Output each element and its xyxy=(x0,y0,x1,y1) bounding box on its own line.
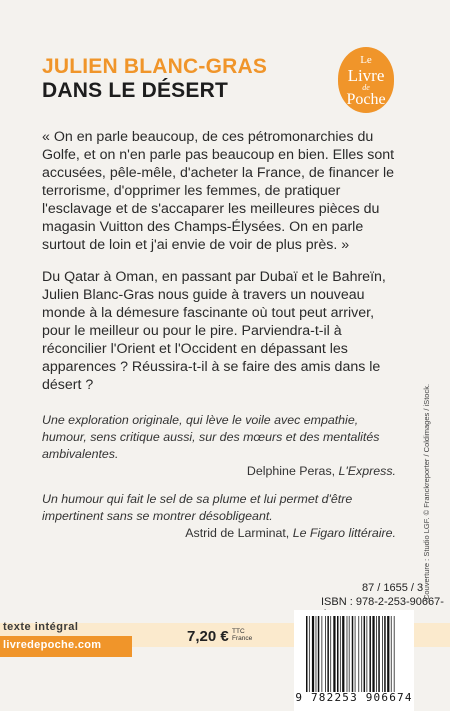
barcode-bar xyxy=(349,616,350,692)
barcode-bar xyxy=(318,616,320,692)
barcode-bar xyxy=(352,616,354,692)
barcode-bar xyxy=(355,616,356,692)
barcode-bar xyxy=(316,616,317,692)
barcode-bar xyxy=(391,616,392,692)
review-text: Un humour qui fait le sel de sa plume et lui permet d'être impertinent sans se montrer désobligeant. xyxy=(42,492,353,523)
barcode-bar xyxy=(387,616,389,692)
review-1 xyxy=(42,412,402,480)
review-text: Une exploration originale, qui lève le voile avec empathie, humour, sens critique aussi, sur des mœurs et des mentalités ambivalentes. xyxy=(42,413,380,461)
barcode-bar xyxy=(364,616,366,692)
barcode-bar xyxy=(340,616,341,692)
barcode-bar xyxy=(312,616,314,692)
barcode-bar xyxy=(376,616,377,692)
barcode-bar xyxy=(394,616,395,692)
reviewer-name: Astrid de Larminat, xyxy=(185,526,293,540)
book-title: DANS LE DÉSERT xyxy=(42,79,228,102)
barcode-bar xyxy=(330,616,331,692)
barcode-bar xyxy=(322,616,323,692)
logo-line-poche: Poche xyxy=(346,91,386,108)
logo-line-livre: Livre xyxy=(347,66,385,85)
book-summary: Du Qatar à Oman, en passant par Dubaï et le Bahreïn, Julien Blanc-Gras nous guide à travers un nouveau monde à la démesure fascinante où tout peut arriver, pour le meilleur ou pour le pire. Parviendra-t-il à réconcilier l'Orient et l'Occident en dépassant les apparences ? Réussira-t-il à se faire des amis dans le désert ? xyxy=(42,269,386,393)
catalog-code: 87 / 1655 / 3 xyxy=(362,582,424,594)
cover-credit: Couverture : Studio LGF. © Franckreporter / Coldimages / iStock. xyxy=(422,383,431,600)
barcode-bar xyxy=(337,616,339,692)
barcode-bar xyxy=(309,616,310,692)
isbn: ISBN : 978-2-253-90667- xyxy=(321,596,444,608)
logo-line-le: Le xyxy=(360,54,372,66)
barcode-bar xyxy=(367,616,368,692)
author-quote: « On en parle beaucoup, de ces pétromonarchies du Golfe, et on n'en parle pas beaucoup en bien. Elles sont accusées, pêle-mêle, d'acheter la France, de financer le terrorisme, d'opprimer les femmes, de pratiquer l'esclavage et de s'accaparer les meilleures pièces du magasin Vuitton des Champs-Élysées. On en parle surtout de loin et j'ai envie de voir de plus près. » xyxy=(42,129,395,253)
review-attribution xyxy=(42,463,402,480)
barcode-bars xyxy=(306,616,402,692)
barcode-bar xyxy=(347,616,348,692)
price-note-country: France xyxy=(232,635,253,642)
barcode-bar xyxy=(327,616,329,692)
edition-label: texte intégral xyxy=(3,621,79,633)
logo-line-de: de xyxy=(362,83,370,92)
price-note xyxy=(232,628,252,642)
barcode-bar xyxy=(384,616,386,692)
barcode-bar xyxy=(325,616,326,692)
barcode-bar xyxy=(361,616,362,692)
publisher-logo xyxy=(338,47,394,113)
review-source: Le Figaro littéraire. xyxy=(292,526,396,540)
barcode-bar xyxy=(372,616,374,692)
author-name: JULIEN BLANC-GRAS xyxy=(42,55,268,78)
barcode-bar xyxy=(342,616,344,692)
reviewer-name: Delphine Peras, xyxy=(246,464,339,478)
barcode-bar xyxy=(378,616,380,692)
review-2 xyxy=(42,491,402,542)
barcode-bar xyxy=(306,616,308,692)
barcode-number: 9 782253 906674 xyxy=(295,691,413,704)
barcode-bar xyxy=(333,616,335,692)
website-link[interactable]: livredepoche.com xyxy=(3,639,102,651)
price-note-ttc: TTC xyxy=(232,628,245,635)
price: 7,20 € xyxy=(187,628,229,645)
barcode-bar xyxy=(358,616,359,692)
review-source: L'Express. xyxy=(338,464,396,478)
review-attribution xyxy=(42,525,402,542)
barcode-bar xyxy=(369,616,371,692)
barcode-bar xyxy=(382,616,383,692)
